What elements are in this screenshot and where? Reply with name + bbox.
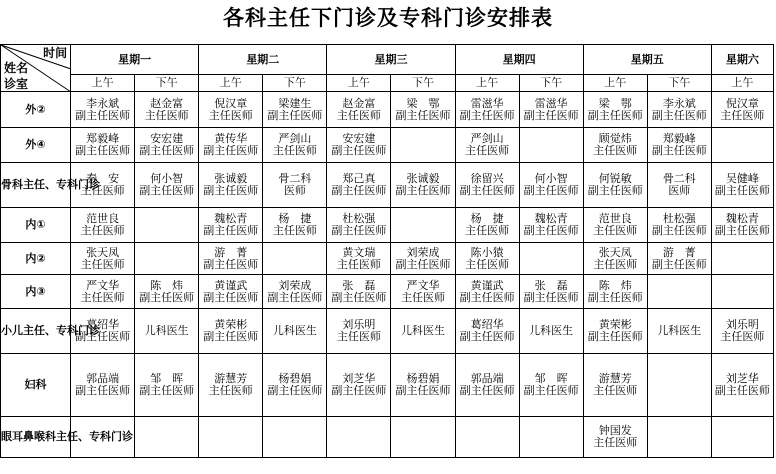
doctor-name: 刘荣成 (278, 278, 312, 292)
doctor-title: 副主任医师 (139, 384, 195, 397)
day-header: 星期一 (71, 45, 199, 75)
schedule-cell (583, 243, 647, 275)
schedule-cell (583, 163, 647, 208)
doctor-name: 刘乐明 (342, 318, 376, 331)
corner-time-label: 时间 (43, 46, 68, 60)
schedule-cell (71, 163, 135, 208)
schedule-cell (327, 163, 391, 208)
period-pm: 下午 (647, 75, 711, 92)
doctor-title: 副主任医师 (587, 184, 643, 197)
doctor-title: 副主任医师 (587, 108, 643, 122)
doctor-title: 副主任医师 (714, 224, 770, 237)
doctor-name: 张诚毅 (406, 172, 440, 185)
schedule-cell (263, 417, 327, 458)
doctor-name: 张天凤 (86, 245, 120, 259)
schedule-cell (263, 208, 327, 243)
doctor-title: 副主任医师 (459, 108, 515, 122)
period-am: 上午 (199, 75, 263, 92)
schedule-cell (135, 275, 199, 309)
schedule-cell (327, 417, 391, 458)
schedule-cell (199, 128, 263, 163)
schedule-cell (199, 354, 263, 417)
doctor-name: 梁 鄂 (598, 96, 632, 110)
doctor-name: 黄文瑞 (342, 245, 376, 259)
corner-cell (1, 45, 71, 92)
schedule-row (1, 92, 774, 128)
doctor-name: 秦 安 (86, 172, 120, 185)
schedule-cell (583, 128, 647, 163)
doctor-name: 杨 捷 (278, 212, 312, 225)
doctor-title: 副主任医师 (395, 257, 451, 271)
day-header: 星期五 (583, 45, 711, 75)
schedule-cell (135, 128, 199, 163)
doctor-name: 郑毅峰 (86, 132, 120, 145)
schedule-cell (71, 128, 135, 163)
room-label: 妇科 (1, 354, 71, 417)
schedule-cell (583, 309, 647, 354)
schedule-cell (135, 354, 199, 417)
doctor-name: 倪汉章 (725, 96, 759, 110)
doctor-name: 郭品端 (86, 372, 120, 385)
schedule-cell (519, 163, 583, 208)
doctor-title: 副主任医师 (459, 384, 515, 397)
doctor-name: 游 菁 (214, 245, 248, 259)
doctor-name: 郭品端 (470, 372, 504, 385)
doctor-title: 主任医师 (465, 144, 510, 157)
doctor-name: 严文华 (406, 278, 440, 292)
doctor-title: 主任医师 (593, 224, 638, 237)
schedule-row (1, 417, 774, 458)
doctor-title: 副主任医师 (459, 330, 515, 343)
schedule-cell (199, 417, 263, 458)
schedule-cell (583, 208, 647, 243)
doctor-name: 郑毅峰 (662, 132, 696, 145)
doctor-name: 何小智 (150, 172, 184, 185)
schedule-cell (647, 417, 711, 458)
schedule-cell (391, 275, 455, 309)
doctor-title: 主任医师 (272, 224, 317, 237)
doctor-name: 游 菁 (662, 245, 696, 259)
doctor-title: 主任医师 (465, 224, 510, 237)
schedule-cell (583, 275, 647, 309)
doctor-name: 刘乐明 (725, 318, 759, 331)
doctor-title: 主任医师 (208, 108, 253, 122)
doctor-name: 赵金富 (342, 96, 376, 110)
room-label: 内② (1, 243, 71, 275)
doctor-name: 梁 鄂 (406, 96, 440, 110)
room-label: 小儿主任、专科门诊 (1, 309, 71, 354)
schedule-cell (519, 243, 583, 275)
doctor-name: 刘荣成 (406, 245, 440, 259)
room-label: 眼耳鼻喉科主任、专科门诊 (1, 417, 71, 458)
doctor-name: 雷滋华 (470, 96, 504, 110)
doctor-name: 黄荣彬 (214, 318, 248, 331)
doctor-title: 副主任医师 (587, 330, 643, 343)
doctor-name: 陈小猿 (470, 245, 504, 259)
doctor-name: 邹 晖 (534, 372, 568, 385)
schedule-cell (391, 128, 455, 163)
doctor-name: 张诚毅 (214, 172, 248, 185)
doctor-title: 副主任医师 (139, 290, 195, 304)
doctor-title: 主任医师 (80, 257, 125, 271)
doctor-title: 副主任医师 (203, 330, 259, 343)
schedule-cell (647, 243, 711, 275)
schedule-cell (327, 354, 391, 417)
doctor-name: 黄传华 (214, 132, 248, 145)
doctor-name: 杨 捷 (470, 212, 504, 225)
schedule-table (0, 44, 774, 458)
schedule-cell (647, 354, 711, 417)
doctor-name: 钟国发 (598, 424, 632, 437)
doctor-name: 杨碧娟 (406, 372, 440, 385)
schedule-cell (135, 417, 199, 458)
doctor-name: 张天凤 (598, 245, 632, 259)
doctor-title: 主任医师 (80, 290, 125, 304)
doctor-name: 张 磊 (342, 278, 376, 292)
schedule-cell (71, 243, 135, 275)
doctor-name: 安宏建 (150, 132, 184, 145)
doctor-name: 陈 炜 (598, 278, 632, 292)
doctor-title: 主任医师 (272, 144, 317, 157)
schedule-cell (647, 309, 711, 354)
doctor-title: 医师 (668, 184, 691, 197)
doctor-title: 副主任医师 (331, 144, 387, 157)
doctor-title: 副主任医师 (459, 184, 515, 197)
room-label: 骨科主任、专科门诊 (1, 163, 71, 208)
schedule-cell (647, 275, 711, 309)
schedule-cell (647, 128, 711, 163)
doctor-title: 副主任医师 (714, 184, 770, 197)
day-header: 星期二 (199, 45, 327, 75)
doctor-title: 主任医师 (80, 224, 125, 237)
schedule-cell (519, 208, 583, 243)
doctor-name: 李永斌 (86, 96, 120, 110)
doctor-title: 儿科医生 (272, 324, 317, 337)
doctor-title: 儿科医生 (529, 324, 574, 337)
period-pm: 下午 (519, 75, 583, 92)
doctor-title: 副主任医师 (267, 290, 323, 304)
doctor-name: 徐留兴 (470, 172, 504, 185)
schedule-cell (583, 92, 647, 128)
doctor-title: 儿科医生 (657, 324, 702, 337)
doctor-title: 副主任医师 (203, 290, 259, 304)
schedule-cell (391, 92, 455, 128)
doctor-name: 刘芝华 (725, 372, 759, 385)
schedule-cell (71, 92, 135, 128)
schedule-cell (263, 163, 327, 208)
doctor-title: 主任医师 (336, 108, 381, 122)
doctor-title: 副主任医师 (267, 108, 323, 122)
doctor-name: 何锐敏 (598, 172, 632, 185)
doctor-title: 副主任医师 (523, 108, 579, 122)
doctor-title: 副主任医师 (331, 224, 387, 237)
day-header: 星期四 (455, 45, 583, 75)
schedule-cell (71, 309, 135, 354)
doctor-name: 葛绍华 (86, 318, 120, 331)
schedule-cell (519, 128, 583, 163)
doctor-title: 副主任医师 (75, 384, 131, 397)
period-am: 上午 (583, 75, 647, 92)
day-header: 星期六 (711, 45, 773, 75)
schedule-cell (199, 163, 263, 208)
schedule-cell (135, 163, 199, 208)
room-label: 外② (1, 92, 71, 128)
doctor-title: 副主任医师 (203, 144, 259, 157)
schedule-cell (455, 208, 519, 243)
doctor-title: 副主任医师 (459, 290, 515, 304)
schedule-cell (327, 309, 391, 354)
corner-room-label: 诊室 (4, 77, 29, 91)
doctor-title: 副主任医师 (395, 384, 451, 397)
doctor-title: 副主任医师 (523, 290, 579, 304)
schedule-cell (391, 309, 455, 354)
day-header-row (1, 45, 774, 75)
period-am: 上午 (711, 75, 773, 92)
period-header-row (1, 75, 774, 92)
doctor-title: 副主任医师 (523, 384, 579, 397)
doctor-title: 主任医师 (208, 384, 253, 397)
doctor-title: 副主任医师 (651, 108, 707, 122)
schedule-cell (327, 243, 391, 275)
doctor-title: 主任医师 (593, 257, 638, 271)
schedule-cell (455, 163, 519, 208)
doctor-title: 主任医师 (593, 384, 638, 397)
schedule-cell (71, 354, 135, 417)
period-pm: 下午 (135, 75, 199, 92)
doctor-title: 副主任医师 (331, 384, 387, 397)
doctor-title: 副主任医师 (395, 184, 451, 197)
schedule-cell (711, 208, 773, 243)
schedule-row (1, 243, 774, 275)
schedule-cell (711, 163, 773, 208)
doctor-title: 主任医师 (336, 330, 381, 343)
schedule-cell (135, 208, 199, 243)
doctor-title: 副主任医师 (139, 184, 195, 197)
schedule-cell (519, 275, 583, 309)
schedule-cell (263, 92, 327, 128)
doctor-title: 副主任医师 (395, 108, 451, 122)
doctor-name: 雷滋华 (534, 96, 568, 110)
doctor-title: 主任医师 (593, 436, 638, 449)
schedule-cell (519, 354, 583, 417)
doctor-title: 副主任医师 (651, 257, 707, 271)
room-label: 内③ (1, 275, 71, 309)
schedule-cell (327, 208, 391, 243)
doctor-title: 副主任医师 (75, 144, 131, 157)
doctor-name: 黄荣彬 (598, 318, 632, 331)
schedule-cell (327, 92, 391, 128)
schedule-cell (519, 309, 583, 354)
schedule-cell (391, 208, 455, 243)
doctor-title: 副主任医师 (587, 290, 643, 304)
doctor-name: 骨二科 (662, 172, 696, 185)
schedule-cell (199, 208, 263, 243)
doctor-title: 副主任医师 (523, 224, 579, 237)
schedule-cell (263, 275, 327, 309)
schedule-cell (711, 275, 773, 309)
schedule-cell (583, 354, 647, 417)
schedule-cell (519, 92, 583, 128)
schedule-row (1, 208, 774, 243)
schedule-cell (199, 243, 263, 275)
doctor-name: 葛绍华 (470, 318, 504, 331)
schedule-cell (455, 243, 519, 275)
doctor-name: 梁建生 (278, 96, 312, 110)
doctor-title: 副主任医师 (139, 144, 195, 157)
schedule-cell (71, 208, 135, 243)
schedule-cell (711, 417, 773, 458)
schedule-cell (71, 275, 135, 309)
doctor-title: 主任医师 (465, 257, 510, 271)
schedule-cell (391, 163, 455, 208)
room-label: 外④ (1, 128, 71, 163)
doctor-name: 范世良 (598, 212, 632, 225)
doctor-name: 何小智 (534, 172, 568, 185)
schedule-cell (199, 275, 263, 309)
doctor-name: 杜松强 (342, 212, 376, 225)
doctor-title: 副主任医师 (203, 224, 259, 237)
doctor-name: 倪汉章 (214, 96, 248, 110)
schedule-cell (455, 417, 519, 458)
schedule-cell (711, 243, 773, 275)
doctor-name: 严剑山 (278, 132, 312, 145)
schedule-cell (711, 309, 773, 354)
schedule-cell (199, 309, 263, 354)
doctor-title: 副主任医师 (203, 184, 259, 197)
period-am: 上午 (455, 75, 519, 92)
doctor-title: 副主任医师 (267, 384, 323, 397)
schedule-row (1, 354, 774, 417)
period-am: 上午 (71, 75, 135, 92)
doctor-name: 陈 炜 (150, 278, 184, 292)
doctor-title: 医师 (283, 184, 306, 197)
doctor-title: 主任医师 (720, 330, 765, 343)
schedule-row (1, 163, 774, 208)
schedule-cell (135, 243, 199, 275)
schedule-cell (455, 309, 519, 354)
schedule-cell (135, 92, 199, 128)
doctor-title: 副主任医师 (651, 144, 707, 157)
schedule-cell (391, 417, 455, 458)
doctor-title: 主任医师 (593, 144, 638, 157)
schedule-cell (647, 92, 711, 128)
schedule-cell (263, 354, 327, 417)
doctor-name: 黄谨武 (470, 278, 504, 292)
doctor-name: 游慧芳 (214, 372, 248, 385)
doctor-title: 副主任医师 (331, 290, 387, 304)
schedule-cell (519, 417, 583, 458)
schedule-cell (263, 128, 327, 163)
schedule-cell (583, 417, 647, 458)
doctor-name: 杜松强 (662, 212, 696, 225)
schedule-cell (711, 92, 773, 128)
schedule-row (1, 309, 774, 354)
doctor-title: 副主任医师 (75, 330, 131, 343)
doctor-name: 魏松青 (725, 212, 759, 225)
doctor-title: 儿科医生 (144, 324, 189, 337)
doctor-title: 儿科医生 (401, 324, 445, 337)
schedule-cell (647, 163, 711, 208)
page-title: 各科主任下门诊及专科门诊安排表 (223, 5, 553, 30)
doctor-title: 副主任医师 (523, 184, 579, 197)
doctor-title: 副主任医师 (714, 384, 770, 397)
doctor-title: 主任医师 (336, 257, 381, 271)
period-am: 上午 (327, 75, 391, 92)
doctor-name: 顾觉炜 (598, 132, 632, 145)
schedule-cell (391, 243, 455, 275)
doctor-name: 黄谨武 (214, 278, 248, 292)
doctor-title: 主任医师 (401, 290, 445, 304)
doctor-title: 副主任医师 (651, 224, 707, 237)
day-header: 星期三 (327, 45, 455, 75)
schedule-cell (327, 128, 391, 163)
schedule-cell (263, 309, 327, 354)
doctor-name: 严文华 (86, 278, 120, 292)
room-label: 内① (1, 208, 71, 243)
doctor-name: 骨二科 (278, 172, 312, 185)
doctor-name: 严剑山 (470, 132, 504, 145)
doctor-name: 杨碧娟 (278, 372, 312, 385)
doctor-title: 副主任医师 (203, 257, 259, 271)
period-pm: 下午 (391, 75, 455, 92)
schedule-cell (711, 128, 773, 163)
doctor-name: 游慧芳 (598, 372, 632, 385)
doctor-name: 李永斌 (662, 96, 696, 110)
doctor-name: 魏松青 (214, 212, 248, 225)
doctor-name: 赵金富 (150, 96, 184, 110)
doctor-name: 刘芝华 (342, 372, 376, 385)
schedule-cell (711, 354, 773, 417)
schedule-cell (455, 275, 519, 309)
doctor-name: 张 磊 (534, 278, 568, 292)
schedule-cell (135, 309, 199, 354)
doctor-name: 安宏建 (342, 132, 376, 145)
period-pm: 下午 (263, 75, 327, 92)
schedule-cell (263, 243, 327, 275)
doctor-name: 邹 晖 (150, 372, 184, 385)
corner-name-label: 姓名 (4, 61, 29, 75)
schedule-row (1, 128, 774, 163)
doctor-title: 主任医师 (144, 108, 189, 122)
doctor-title: 主任医师 (80, 184, 125, 197)
schedule-row (1, 275, 774, 309)
doctor-title: 副主任医师 (75, 108, 131, 122)
doctor-name: 郑己真 (342, 172, 376, 185)
schedule-cell (327, 275, 391, 309)
schedule-cell (391, 354, 455, 417)
schedule-cell (455, 354, 519, 417)
doctor-title: 副主任医师 (331, 184, 387, 197)
doctor-name: 魏松青 (534, 212, 568, 225)
schedule-cell (647, 208, 711, 243)
schedule-cell (455, 92, 519, 128)
doctor-name: 吴健峰 (725, 172, 759, 185)
doctor-name: 范世良 (86, 212, 120, 225)
schedule-cell (455, 128, 519, 163)
doctor-title: 主任医师 (720, 108, 765, 122)
schedule-cell (199, 92, 263, 128)
